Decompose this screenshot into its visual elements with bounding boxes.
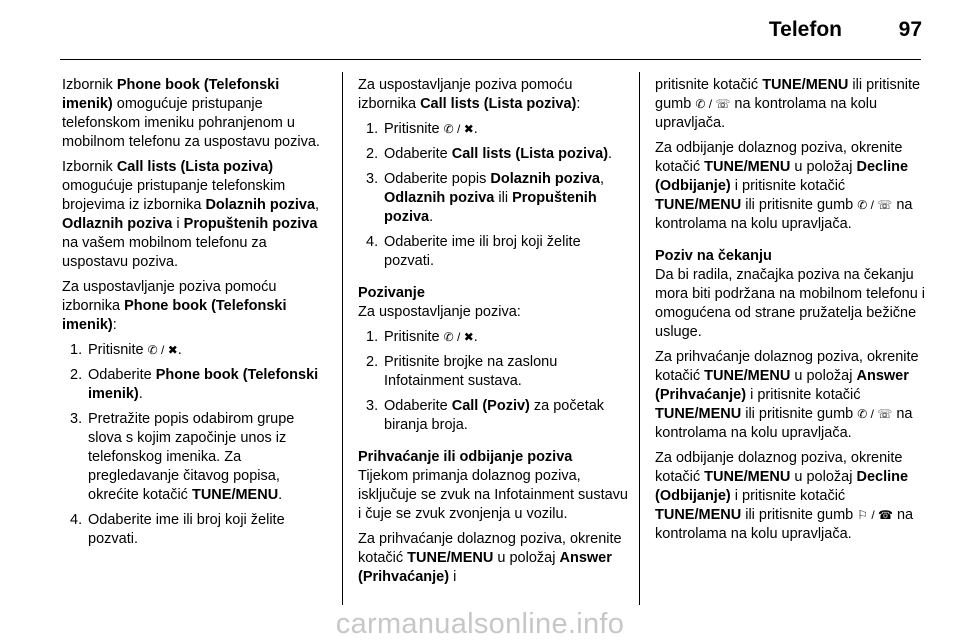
- paragraph-answer-continue: pritisnite kotačić TUNE/MENU ili pritisnite gumb ✆ / ☏ na kontrolama na kolu upravljača.: [655, 77, 921, 131]
- list-item: 3. Odaberite Call (Poziv) za početak biranja broja.: [366, 398, 605, 433]
- list-item: 2. Odaberite Phone book (Telefonski imenik).: [70, 367, 319, 402]
- list-item: 2. Pritisnite brojke na zaslonu Infotainment sustava.: [366, 354, 558, 389]
- list-item: 1. Pritisnite ✆ / ✖.: [70, 342, 182, 358]
- paragraph-phone-book: Izbornik Phone book (Telefonski imenik) omogućuje pristupanje telefonskom imeniku pohranjenom u mobilnom telefonu za uspostavu poziva.: [62, 77, 320, 150]
- column-divider-1: [342, 72, 343, 605]
- phone-end-call-icon: ✆ / ✖: [443, 122, 474, 136]
- subheading-pozivanje: Pozivanje: [358, 285, 425, 301]
- subheading-call-waiting: Poziv na čekanju: [655, 248, 772, 264]
- list-item: 3. Pretražite popis odabirom grupe slova s kojim započinje unos iz telefonskog imenika. Za pregledavanje čitavog popisa, okrećite kotačić TUNE/MENU.: [70, 411, 295, 503]
- phone-end-call-icon: ✆ / ✖: [147, 343, 178, 357]
- call-lists-steps: [358, 120, 630, 271]
- paragraph-waiting-answer: Za prihvaćanje dolaznog poziva, okrenite kotačić TUNE/MENU u položaj Answer (Prihvaćanje) i pritisnite kotačić TUNE/MENU ili pritisnite gumb ✆ / ☏ na kontrolama na kolu upravljača.: [655, 349, 919, 441]
- phone-button-icon: ✆ / ☏: [695, 97, 731, 111]
- paragraph-call-waiting: Da bi radila, značajka poziva na čekanju mora biti podržana na mobilnom telefonu i omogućena od strane pružatelja bežične usluge.: [655, 267, 926, 340]
- paragraph-incoming-call: Tijekom primanja dolaznog poziva, isključuje se zvuk na Infotainment sustavu i čuje se zvuk zvonjenja u vozilu.: [358, 468, 628, 522]
- phone-button-icon: ✆ / ☏: [857, 198, 893, 212]
- phone-book-steps: [62, 341, 332, 549]
- column-divider-2: [639, 72, 640, 605]
- column-2: [358, 76, 630, 593]
- watermark: carmanualsonline.info: [335, 608, 625, 640]
- page-number: 97: [898, 18, 922, 41]
- paragraph-call-lists-intro: Za uspostavljanje poziva pomoću izbornika Call lists (Lista poziva):: [358, 77, 581, 112]
- column-1: [62, 76, 332, 555]
- paragraph-phone-book-intro: Za uspostavljanje poziva pomoću izbornika Phone book (Telefonski imenik):: [62, 279, 287, 333]
- list-item: 3. Odaberite popis Dolaznih poziva, Odlaznih poziva ili Propuštenih poziva.: [366, 171, 605, 225]
- header-divider: [60, 59, 921, 60]
- phone-button-icon: ✆ / ☏: [857, 407, 893, 421]
- column-3: [655, 76, 927, 550]
- mute-end-call-icon: ⚐ / ☎: [857, 508, 893, 522]
- paragraph-decline-call: Za odbijanje dolaznog poziva, okrenite kotačić TUNE/MENU u položaj Decline (Odbijanje) i pritisnite kotačić TUNE/MENU ili pritisnite gumb ✆ / ☏ na kontrolama na kolu upravljača.: [655, 140, 913, 232]
- list-item: 1. Pritisnite ✆ / ✖.: [366, 329, 478, 345]
- subheading-prihvacanje: Prihvaćanje ili odbijanje poziva: [358, 449, 573, 465]
- paragraph-call-lists: Izbornik Call lists (Lista poziva) omogućuje pristupanje telefonskim brojevima iz izbornika Dolaznih poziva, Odlaznih poziva i Propuštenih poziva na vašem mobilnom telefonu za uspostavu poziva.: [62, 159, 320, 270]
- list-item: 4. Odaberite ime ili broj koji želite pozvati.: [366, 234, 581, 269]
- paragraph-answer-call: Za prihvaćanje dolaznog poziva, okrenite kotačić TUNE/MENU u položaj Answer (Prihvaćanje) i: [358, 531, 622, 585]
- phone-end-call-icon: ✆ / ✖: [443, 330, 474, 344]
- paragraph-pozivanje: Za uspostavljanje poziva:: [358, 304, 521, 320]
- list-item: 4. Odaberite ime ili broj koji želite pozvati.: [70, 512, 285, 547]
- list-item: 2. Odaberite Call lists (Lista poziva).: [366, 146, 613, 162]
- calling-steps: [358, 328, 630, 435]
- list-item: 1. Pritisnite ✆ / ✖.: [366, 121, 478, 137]
- page-header: [0, 0, 960, 60]
- page-title: Telefon: [768, 18, 842, 41]
- paragraph-waiting-decline: Za odbijanje dolaznog poziva, okrenite kotačić TUNE/MENU u položaj Decline (Odbijanje) i pritisnite kotačić TUNE/MENU ili pritisnite gumb ⚐ / ☎ na kontrolama na kolu upravljača.: [655, 450, 914, 542]
